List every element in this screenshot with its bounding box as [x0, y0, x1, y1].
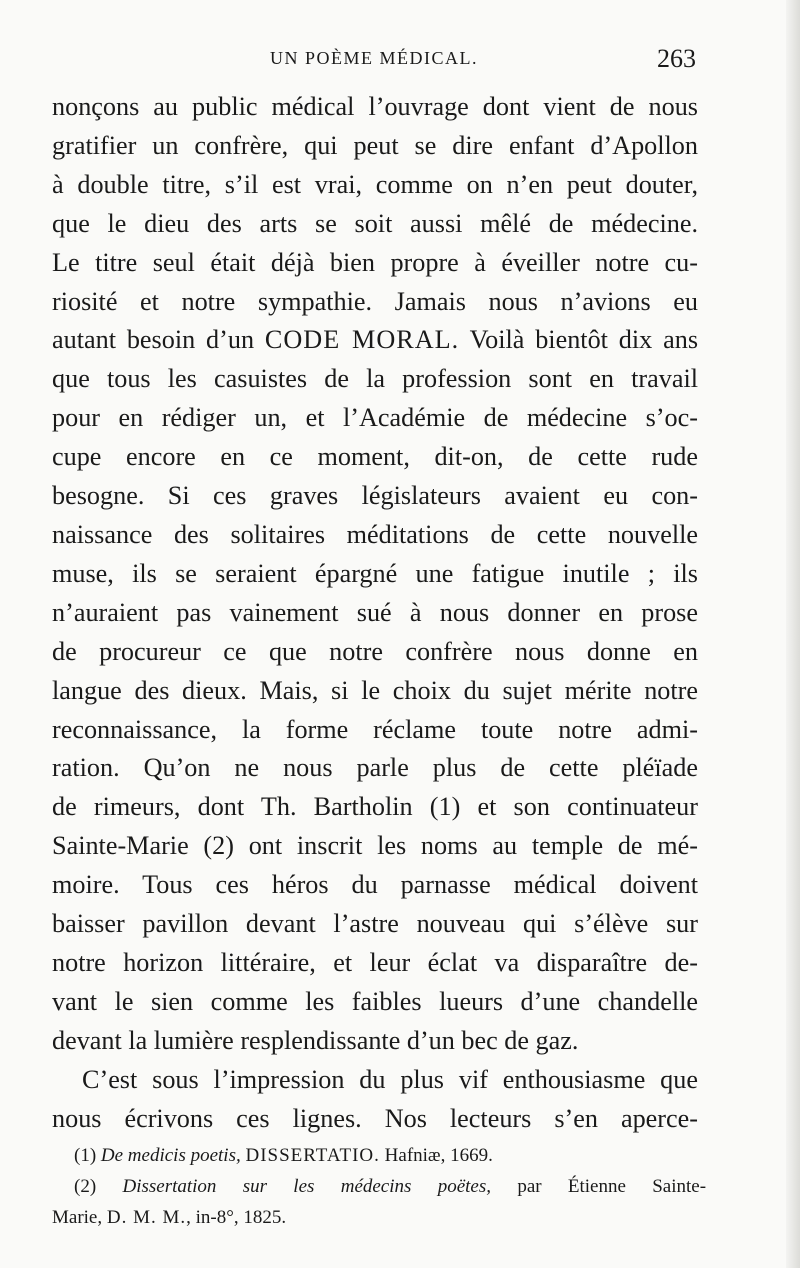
body-text	[52, 88, 698, 1138]
footnote-text: par Étienne Sainte-	[517, 1176, 707, 1197]
text-line: n’auraient pas vainement sué à nous donner en prose	[52, 597, 698, 627]
text-line: baisser pavillon devant l’astre nouveau qui s’élève sur	[52, 909, 698, 939]
text-line: langue des dieux. Mais, si le choix du sujet mérite notre	[52, 675, 698, 705]
running-title: UN POÈME MÉDICAL.	[270, 48, 478, 68]
text-segment: autant besoin d’un	[52, 325, 265, 355]
text-line: vant le sien comme les faibles lueurs d’une chandelle	[52, 986, 698, 1016]
text-line: naissance des solitaires méditations de cette nouvelle	[52, 519, 698, 549]
footnotes	[52, 1140, 706, 1233]
footnote-smallcaps: DISSERTATIO.	[245, 1145, 380, 1166]
text-line: pour en rédiger un, et l’Académie de médecine s’oc-	[52, 403, 698, 433]
text-line: gratifier un confrère, qui peut se dire enfant d’Apollon	[52, 130, 698, 160]
text-line: riosité et notre sympathie. Jamais nous n’avions eu	[52, 286, 698, 316]
text-line: Sainte-Marie (2) ont inscrit les noms au temple de mé-	[52, 831, 698, 861]
text-line: reconnaissance, la forme réclame toute notre admi-	[52, 714, 698, 744]
footnote-smallcaps: D. M. M.	[106, 1207, 187, 1228]
text-line	[52, 321, 698, 360]
text-line: à double titre, s’il est vrai, comme on n’en peut douter,	[52, 169, 698, 199]
footnote-title: Dissertation sur les médecins poëtes,	[122, 1176, 491, 1197]
footnote-number: (2)	[74, 1176, 97, 1197]
footnote-2	[52, 1171, 706, 1202]
text-line: moire. Tous ces héros du parnasse médical doivent	[52, 870, 698, 900]
text-line: de rimeurs, dont Th. Bartholin (1) et son continuateur	[52, 792, 698, 822]
text-line: devant la lumière resplendissante d’un bec de gaz.	[52, 1025, 579, 1055]
text-line: ration. Qu’on ne nous parle plus de cette pléïade	[52, 753, 698, 783]
footnote-2-continued	[52, 1202, 706, 1233]
text-line: cupe encore en ce moment, dit-on, de cette rude	[52, 442, 698, 472]
text-segment: Voilà bientôt dix ans	[459, 325, 699, 355]
footnote-text: , in-8°, 1825.	[186, 1207, 287, 1228]
text-line: besogne. Si ces graves législateurs avaient eu con-	[52, 481, 698, 511]
page-edge-shadow	[786, 0, 800, 1268]
footnote-1	[52, 1140, 706, 1171]
footnote-number: (1)	[74, 1145, 97, 1166]
text-line: que tous les casuistes de la profession sont en travail	[52, 364, 698, 394]
text-line: de procureur ce que notre confrère nous donne en	[52, 636, 698, 666]
footnote-text: Marie,	[52, 1207, 107, 1228]
text-line: C’est sous l’impression du plus vif enthousiasme que	[82, 1064, 698, 1094]
text-line: que le dieu des arts se soit aussi mêlé de médecine.	[52, 208, 698, 238]
code-moral-smallcaps: CODE MORAL.	[264, 325, 460, 355]
footnote-title: De medicis poetis,	[100, 1145, 241, 1166]
page-header	[52, 44, 696, 84]
footnote-text: Hafniæ, 1669.	[384, 1145, 493, 1166]
text-line: Le titre seul était déjà bien propre à éveiller notre cu-	[52, 247, 698, 277]
text-line: nous écrivons ces lignes. Nos lecteurs s’en aperce-	[52, 1103, 698, 1133]
page-number: 263	[657, 44, 696, 73]
text-line: notre horizon littéraire, et leur éclat va disparaître de-	[52, 947, 698, 977]
text-line: nonçons au public médical l’ouvrage dont vient de nous	[52, 92, 698, 121]
text-line: muse, ils se seraient épargné une fatigue inutile ; ils	[52, 558, 698, 588]
